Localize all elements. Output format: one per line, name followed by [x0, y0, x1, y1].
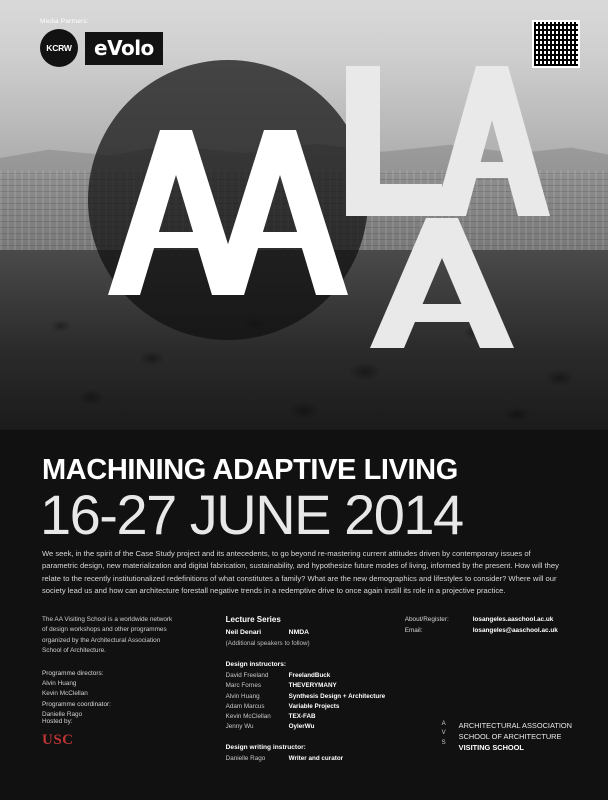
evolo-logo: eVolo	[85, 32, 163, 65]
programme-coordinator-label: Programme coordinator:	[42, 700, 111, 708]
avs-monogram	[439, 720, 449, 748]
media-partners-label: Media Partners:	[40, 18, 89, 25]
info-panel	[0, 430, 608, 800]
la-monogram	[330, 58, 580, 358]
design-instructors-title: Design instructors:	[225, 661, 287, 669]
programme-directors-label: Programme directors:	[42, 669, 104, 677]
avs-letter: A	[441, 721, 446, 727]
aa-monogram	[100, 120, 360, 300]
instructor-row	[226, 692, 405, 702]
instructor-row	[226, 712, 405, 722]
programme-director: Kevin McClellan	[42, 690, 88, 698]
lecture-series-title: Lecture Series	[225, 615, 281, 624]
contact-label: About/Register:	[404, 616, 449, 623]
qr-code-pattern	[534, 22, 578, 66]
instructor-office: FreelandBuck	[288, 672, 331, 680]
lecture-note: (Additional speakers to follow)	[225, 640, 310, 648]
contact-email	[405, 626, 570, 637]
instructor-name: Kevin McClellan	[225, 713, 271, 720]
programme-coordinator: Danielle Rago	[42, 711, 83, 718]
aa-school-name	[459, 720, 572, 753]
aa-blurb: The AA Visiting School is a worldwide network of design workshops and other programmes organized by the Architectural Association School of Architecture.	[42, 616, 173, 655]
instructor-row	[226, 702, 405, 712]
instructor-row	[226, 671, 405, 681]
instructor-name: Alvin Huang	[225, 692, 260, 700]
lecture-lead-name: Neil Denari	[225, 629, 262, 636]
qr-code[interactable]	[532, 20, 580, 68]
writing-instructor-row	[226, 754, 405, 764]
poster-abstract: We seek, in the spirit of the Case Study project and its antecedents, to go beyond re-mastering current attitudes driven by contemporary issues of parametric design, new materialization and digital fabrication, sustainability, and hypothesize future modes of living, informed by the present. How will they relate to the recently institutionalized redefinitions of what constitutes a family? What are the new demographics and lifestyles to consider? Where will our society lead us and how can architecture forestall negative trends in a redemptive drive to once again instill its role in a projective practice.	[42, 549, 559, 595]
instructor-office: Synthesis Design + Architecture	[288, 692, 386, 700]
instructor-office: OylerWu	[288, 723, 315, 731]
column-middle	[226, 615, 405, 765]
avs-letter: S	[441, 739, 446, 746]
poster-headline: MACHINING ADAPTIVE LIVING	[42, 454, 458, 486]
media-partner-logos	[40, 29, 163, 67]
writing-instructor-name: Danielle Rago	[225, 755, 266, 763]
instructor-office: THEVERYMANY	[288, 682, 337, 690]
lecture-lead-office: NMDA	[288, 629, 310, 636]
instructor-name: Adam Marcus	[225, 702, 265, 710]
instructor-office: Variable Projects	[288, 702, 340, 710]
aa-school-line3: VISITING SCHOOL	[458, 743, 524, 753]
avs-letter: V	[441, 730, 446, 737]
instructor-name: Marc Fornes	[225, 682, 261, 690]
instructor-office: TEX-FAB	[288, 713, 316, 720]
writing-instructor-office: Writer and curator	[288, 755, 344, 763]
instructor-row	[226, 722, 405, 732]
programme-director: Alvin Huang	[42, 679, 77, 687]
hosted-by-label: Hosted by:	[42, 718, 73, 725]
poster-dateline: 16-27 JUNE 2014	[40, 483, 463, 546]
aa-school-line2: SCHOOL OF ARCHITECTURE	[458, 732, 562, 742]
contact-value[interactable]: losangeles.aaschool.ac.uk	[472, 616, 554, 623]
kcrw-logo: KCRW	[40, 29, 78, 67]
lecture-lead	[226, 628, 405, 638]
media-partners	[40, 18, 163, 67]
contact-value[interactable]: losangeles@aaschool.ac.uk	[472, 626, 558, 634]
instructor-row	[226, 681, 405, 691]
instructor-name: Jenny Wu	[225, 723, 254, 731]
writing-instructor-title: Design writing instructor:	[225, 744, 306, 752]
contact-register	[405, 615, 570, 626]
instructor-name: David Freeland	[225, 672, 269, 680]
aa-school-line1: ARCHITECTURAL ASSOCIATION	[458, 721, 572, 730]
contact-label: Email:	[404, 626, 423, 634]
aa-school-block	[439, 720, 572, 753]
usc-logo: USC	[42, 732, 74, 748]
